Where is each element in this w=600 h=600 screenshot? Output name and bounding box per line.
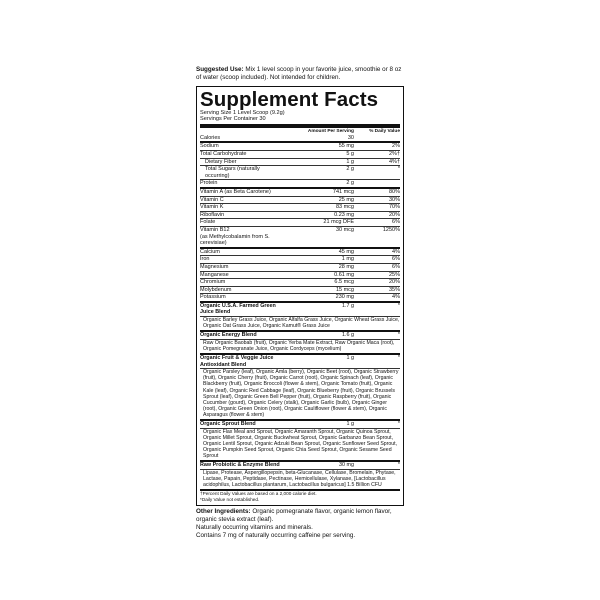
nutrient-name — [200, 249, 284, 256]
nutrient-name — [200, 204, 284, 211]
nutrient-dv: 2% — [392, 143, 400, 150]
nutrient-name-text: Sodium — [200, 143, 219, 150]
nutrient-row — [200, 278, 400, 286]
nutrient-row — [200, 218, 400, 226]
nutrient-amount: 83 mcg — [335, 204, 354, 211]
nutrient-row — [200, 165, 400, 179]
footnote-not-established: *Daily Value not established. — [200, 496, 260, 502]
nutrient-row — [200, 263, 400, 271]
nutrient-row — [200, 211, 400, 219]
nutrient-name-text: Folate — [200, 219, 216, 226]
nutrient-name — [200, 143, 284, 150]
nutrient-amount: 741 mcg — [332, 188, 354, 195]
nutrient-row — [200, 255, 400, 263]
nutrient-row — [200, 196, 400, 204]
column-header — [200, 128, 400, 135]
nutrient-dv: 35% — [388, 286, 400, 293]
blend-amount: 1 g — [346, 355, 354, 362]
nutrient-name-text: Chromium — [200, 279, 226, 286]
nutrient-name-text: Total Carbohydrate — [200, 151, 247, 157]
blend-header — [200, 332, 400, 339]
nutrient-name-text: Iron — [200, 256, 210, 263]
nutrient-dv — [356, 180, 400, 187]
blend-name: Raw Probiotic & Enzyme Blend — [200, 462, 280, 469]
blend-amount: 30 mg — [339, 462, 354, 469]
nutrient-amount: 230 mg — [335, 294, 354, 301]
nutrient-amount: 55 mg — [338, 143, 354, 150]
nutrient-name — [200, 135, 284, 142]
nutrient-amount: 1 g — [346, 158, 354, 165]
nutrient-name-text: Potassium — [200, 294, 226, 301]
blend-name: Organic Sprout Blend — [200, 420, 256, 427]
nutrient-row — [200, 179, 400, 187]
nutrient-name-text: Protein — [200, 180, 218, 187]
nutrient-amount: 2 g — [346, 166, 354, 173]
blend-ingredients: Organic Barley Grass Juice, Organic Alfalfa Grass Juice, Organic Wheat Grass Juice, Organic Oat Grass Juice, Organic Kamut® Grass Juice — [200, 316, 400, 330]
nutrient-row — [200, 249, 400, 256]
nutrient-dv: 20% — [388, 279, 400, 286]
nutrient-dv: 6% — [392, 256, 400, 263]
panel-title: Supplement Facts — [200, 88, 379, 111]
nutrient-amount: 45 mg — [338, 248, 354, 255]
nutrient-name-detail: (as Methylcobalamin from S. cerevisiae) — [200, 233, 270, 247]
nutrient-dv: 4% — [392, 248, 400, 255]
nutrient-name — [200, 212, 284, 219]
nutrient-name — [200, 197, 284, 204]
blend-dv: * — [397, 332, 400, 339]
dv-header: % Daily Value — [369, 128, 400, 134]
other-ingredients-text: Organic pomegranate flavor, organic lemon flavor, organic stevia extract (leaf). — [196, 508, 392, 524]
nutrient-name — [200, 256, 284, 263]
blend-ingredients: Lipase, Protease, Aspergillopepsin, beta-Glucanase, Cellulase, Bromelain, Phytase, Lactase, Papain, Peptidase, Pectinase, Hemicellulase, Xylanase, [Lactobacillus acidophilus, Lactobacillus plantarum, Lactobacillus bulgaricus] 1.5 Billion CFU — [200, 469, 400, 489]
blend-amount: 1.6 g — [342, 332, 354, 339]
nutrient-name-text: Dietary Fiber — [205, 158, 237, 165]
nutrient-row — [200, 203, 400, 211]
nutrient-amount: 5 g — [346, 151, 354, 157]
nutrient-row — [200, 158, 400, 166]
nutrient-name — [200, 151, 284, 158]
nutrient-amount: 25 mg — [338, 196, 354, 203]
nutrient-dv: 6% — [392, 219, 400, 226]
nutrient-dv: 30% — [388, 196, 400, 203]
nutrient-name-text: Vitamin A (as Beta Carotene) — [200, 188, 271, 195]
nutrient-name — [200, 180, 284, 187]
nutrient-row — [200, 143, 400, 150]
nutrient-name-text: Vitamin K — [200, 204, 224, 211]
nutrient-name — [200, 227, 284, 247]
suggested-use — [196, 66, 404, 82]
suggested-use-label: Suggested Use: — [196, 66, 244, 73]
nutrient-row — [200, 286, 400, 294]
nutrient-row — [200, 135, 400, 142]
nutrient-name-text: Magnesium — [200, 263, 229, 270]
nutrient-dv: 1250% — [382, 226, 400, 233]
nutrient-name-text: Calcium — [200, 248, 220, 255]
nutrient-name-text: Calories — [200, 134, 221, 141]
blend-name: Organic Fruit & Veggie Juice Antioxidant Blend — [200, 355, 274, 368]
nutrient-name — [200, 219, 284, 226]
nutrient-dv: 4% — [392, 294, 400, 301]
servings-per-container: Servings Per Container 30 — [200, 116, 266, 123]
blend-table — [200, 303, 400, 489]
nutrient-name — [200, 294, 284, 301]
blend-ingredients: Organic Parsley (leaf), Organic Amla (berry), Organic Beet (root), Organic Strawberry (fruit), Organic Cherry (fruit), Organic Carrot (root), Organic Spinach (leaf), Organic Blackberry (fruit), Organic Broccoli (flower & stem), Organic Tomato (fruit), Organic Kale (leaf), Organic Red Cabbage (leaf), Organic Blueberry (fruit), Organic Brussels Sprout (leaf), Organic Green Bell Pepper (fruit), Organic Raspberry (fruit), Organic Cucumber (gourd), Organic Celery (stalk), Organic Garlic (bulb), Organic Ginger (root), Organic Green Onion (root), Organic Cauliflower (flower & stem), Organic Asparagus (flower & stem) — [200, 368, 400, 419]
blend-header — [200, 355, 400, 368]
nutrient-name-text: Riboflavin — [200, 211, 225, 218]
nutrient-dv: 4%† — [388, 158, 400, 165]
blend-dv: * — [397, 462, 400, 469]
nutrient-row — [200, 189, 400, 196]
nutrient-name — [200, 287, 284, 294]
blend-header — [200, 303, 400, 316]
nutrient-row — [200, 271, 400, 279]
serving-size: Serving Size 1 Level Scoop (9.2g) — [200, 110, 285, 116]
nutrient-name-text: Total Sugars (naturally occurring) — [205, 166, 260, 179]
blend-header — [200, 421, 400, 428]
blend-dv: * — [397, 420, 400, 427]
other-ingredients-label: Other Ingredients: — [196, 508, 251, 516]
nutrient-table — [200, 135, 400, 301]
blend-ingredients: Raw Organic Baobab (fruit), Organic Yerba Mate Extract, Raw Organic Maca (root), Organic Pomegranate Juice, Organic Cordyceps (mycelium) — [200, 339, 400, 353]
nutrient-name — [200, 272, 284, 279]
nutrient-row — [200, 226, 400, 247]
supplement-facts-panel — [196, 86, 404, 506]
blend-ingredients: Organic Flax Meal and Sprout, Organic Amaranth Sprout, Organic Quinoa Sprout, Organic Millet Sprout, Organic Buckwheat Sprout, Organic Garbanzo Bean Sprout, Organic Lentil Sprout, Organic Adzuki Bean Sprout, Organic Sunflower Seed Sprout, Organic Pumpkin Seed Sprout, Organic Chia Seed Sprout, Organic Sesame Seed Sprout — [200, 428, 400, 460]
nutrient-name-text: Molybdenum — [200, 286, 232, 293]
nutrient-name — [200, 159, 284, 166]
nutrient-amount: 21 mcg DFE — [323, 219, 354, 226]
nutrient-row — [200, 293, 400, 301]
nutrient-amount: 0.61 mg — [334, 271, 354, 278]
other-ingredients — [196, 508, 404, 540]
label-content — [196, 66, 404, 540]
vitamins-note: Naturally occurring vitamins and minerals. — [196, 524, 313, 532]
blend-dv: * — [397, 355, 400, 362]
nutrient-name — [200, 166, 284, 179]
nutrient-amount: 1 mg — [341, 256, 354, 263]
nutrient-dv — [356, 135, 400, 142]
nutrient-amount: 28 mg — [338, 263, 354, 270]
nutrient-name — [200, 279, 284, 286]
nutrient-row — [200, 150, 400, 158]
nutrient-dv: 25% — [388, 271, 400, 278]
blend-dv: * — [397, 302, 400, 309]
nutrient-amount: 0.23 mg — [334, 211, 354, 218]
blend-amount: 1 g — [346, 420, 354, 427]
nutrient-dv: * — [397, 166, 400, 173]
suggested-use-text: Mix 1 level scoop in your favorite juice, smoothie or 8 oz of water (scoop included). Not intended for children. — [196, 66, 402, 81]
footnote-dv: †Percent Daily Values are based on a 2,000 calorie diet. — [200, 490, 317, 496]
blend-name: Organic Energy Blend — [200, 332, 257, 339]
nutrient-dv: 20% — [388, 211, 400, 218]
nutrient-name-text: Vitamin B12 — [200, 226, 230, 233]
blend-name: Organic U.S.A. Farmed Green Juice Blend — [200, 302, 276, 316]
amount-header: Amount Per Serving — [307, 128, 354, 134]
nutrient-dv: 80% — [388, 188, 400, 195]
nutrient-amount: 2 g — [346, 180, 354, 187]
nutrient-dv: 6% — [392, 263, 400, 270]
blend-amount: 1.7 g — [342, 302, 354, 309]
caffeine-note: Contains 7 mg of naturally occurring caffeine per serving. — [196, 532, 356, 540]
nutrient-amount: 30 mcg — [335, 226, 354, 233]
blend-header — [200, 462, 400, 469]
nutrient-amount: 30 — [347, 134, 354, 141]
nutrient-name-text: Vitamin C — [200, 196, 224, 203]
nutrient-amount: 15 mcg — [335, 286, 354, 293]
nutrient-name — [200, 189, 284, 196]
nutrient-dv: 70% — [388, 204, 400, 211]
nutrient-amount: 6.5 mcg — [334, 279, 354, 286]
nutrient-dv: 2%† — [388, 151, 400, 157]
nutrient-name — [200, 264, 284, 271]
nutrient-name-text: Manganese — [200, 271, 229, 278]
